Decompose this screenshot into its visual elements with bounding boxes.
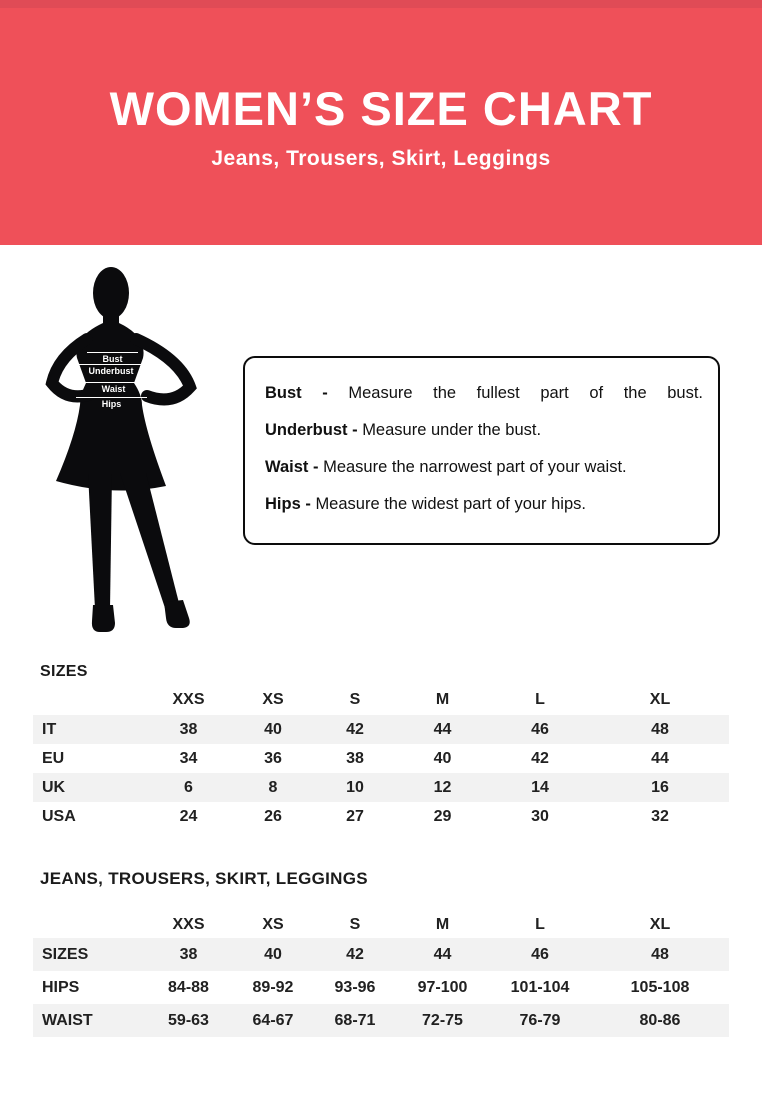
size-cell: 10 [314,773,396,802]
col-header: L [535,915,545,933]
hips-measure-line [76,397,147,409]
instruction-hips-text: Measure the widest part of your hips. [315,495,586,513]
size-cell: 44 [396,715,489,744]
waist-measure-line [83,382,144,394]
size-cell: 38 [145,715,232,744]
col-header: M [435,915,450,933]
size-cell: 101-104 [510,978,570,996]
row-label: WAIST [33,1004,145,1037]
col-header: XXS [172,691,205,708]
banner-top-strip [0,0,762,8]
size-cell: 29 [433,807,452,825]
hips-label: Hips [101,399,122,409]
underbust-measure-line [79,364,143,376]
col-header: L [535,691,545,708]
col-header: S [349,691,361,708]
size-cell: 14 [489,773,591,802]
underbust-label: Underbust [88,366,134,376]
size-cell: 16 [591,773,729,802]
size-cell: 40 [433,749,452,767]
size-cell: 42 [314,938,396,971]
size-cell: 80-86 [591,1004,729,1037]
size-cell: 27 [346,807,364,825]
instruction-bust-term: Bust - [265,384,328,402]
size-cell: 42 [314,715,396,744]
row-label: HIPS [42,978,80,996]
size-cell: 59-63 [145,1004,232,1037]
col-header: M [435,691,450,708]
instruction-underbust-text: Measure under the bust. [362,421,542,439]
instruction-waist-text: Measure the narrowest part of your waist. [323,458,627,476]
instruction-waist [265,456,703,479]
measurement-instructions-box [243,356,720,545]
bust-label: Bust [102,354,123,364]
measurement-figure [30,255,220,645]
size-cell: 36 [264,749,282,767]
row-label: USA [42,807,76,825]
garment-table-title: JEANS, TROUSERS, SKIRT, LEGGINGS [40,869,368,888]
size-cell: 42 [531,749,549,767]
size-cell: 44 [651,749,669,767]
col-header: XXS [172,915,205,933]
row-label: UK [33,773,145,802]
empty-corner-cell [33,686,145,714]
size-cell: 32 [651,807,669,825]
size-cell: 6 [145,773,232,802]
size-cell: 76-79 [489,1004,591,1037]
col-header: XL [649,691,671,708]
size-cell: 40 [232,938,314,971]
instruction-bust-text: Measure the fullest part of the bust. [348,384,703,402]
size-cell: 26 [264,807,282,825]
size-cell: 105-108 [630,978,690,996]
instruction-underbust [265,419,703,442]
size-cell: 12 [396,773,489,802]
size-cell: 30 [531,807,549,825]
garment-table [33,905,729,1037]
size-cell: 40 [232,715,314,744]
size-cell: 89-92 [252,978,294,996]
size-cell: 97-100 [417,978,468,996]
instruction-hips [265,493,703,516]
page-subtitle: Jeans, Trousers, Skirt, Leggings [211,146,551,170]
row-label: IT [33,715,145,744]
bust-measure-line [87,352,138,364]
size-cell: 72-75 [396,1004,489,1037]
size-cell: 46 [489,715,591,744]
size-cell: 44 [396,938,489,971]
waist-label: Waist [101,384,126,394]
col-header: XS [262,915,284,933]
instruction-waist-term: Waist - [265,458,319,476]
size-cell: 8 [232,773,314,802]
size-cell: 64-67 [232,1004,314,1037]
sizes-table [33,686,729,831]
size-cell: 68-71 [314,1004,396,1037]
size-cell: 38 [346,749,364,767]
size-cell: 48 [591,938,729,971]
instruction-bust [265,382,703,405]
instruction-hips-term: Hips - [265,495,311,513]
size-cell: 34 [179,749,198,767]
sizes-table-title: SIZES [40,663,88,680]
size-cell: 48 [591,715,729,744]
col-header: S [349,915,361,933]
row-label: SIZES [33,938,145,971]
row-label: EU [42,749,65,767]
instruction-underbust-term: Underbust - [265,421,358,439]
col-header: XL [649,915,671,933]
size-cell: 84-88 [168,978,209,996]
woman-silhouette-icon [30,255,220,645]
size-cell: 93-96 [334,978,376,996]
header-banner [0,0,762,245]
size-cell: 38 [145,938,232,971]
size-cell: 24 [179,807,198,825]
col-header: XS [262,691,284,708]
size-cell: 46 [489,938,591,971]
page-title: WOMEN’S SIZE CHART [109,82,653,136]
